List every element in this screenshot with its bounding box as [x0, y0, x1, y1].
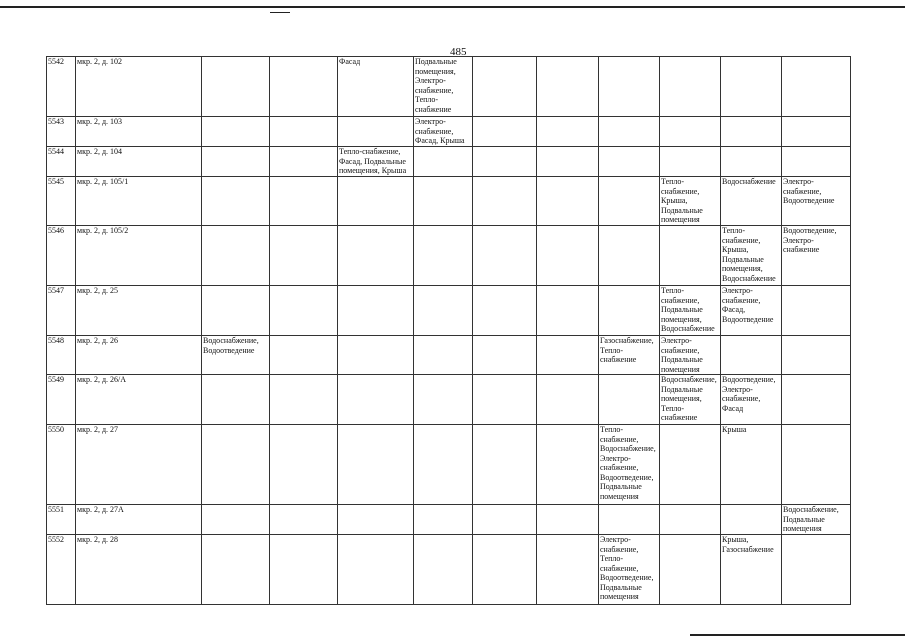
- table-cell: [599, 375, 660, 425]
- table-cell: [537, 286, 599, 336]
- table-cell: [721, 336, 782, 375]
- table-cell: [721, 117, 782, 147]
- table-cell: [270, 147, 338, 177]
- table-cell: [270, 226, 338, 286]
- table-cell: [537, 177, 599, 226]
- table-cell: [270, 286, 338, 336]
- table-cell: [202, 147, 270, 177]
- row-number: 5548: [47, 336, 76, 375]
- table-cell: [721, 57, 782, 117]
- table-row: [47, 425, 851, 505]
- table-cell: [782, 336, 851, 375]
- scan-top-line-2: [270, 12, 290, 13]
- table-cell: [599, 286, 660, 336]
- table-cell: [270, 57, 338, 117]
- table-cell: [270, 177, 338, 226]
- table-row: [47, 57, 851, 117]
- table-cell: [414, 226, 473, 286]
- table-cell: [721, 505, 782, 535]
- table-cell: Водоснабжение, Подвальные помещения: [782, 505, 851, 535]
- table-cell: [202, 505, 270, 535]
- table-cell: [414, 336, 473, 375]
- table-row: [47, 336, 851, 375]
- row-number: 5549: [47, 375, 76, 425]
- table-cell: [782, 117, 851, 147]
- table-cell: Электро- снабжение, Тепло- снабжение, Водоотведение, Подвальные помещения: [599, 535, 660, 605]
- table-cell: [782, 535, 851, 605]
- table-cell: Электро- снабжение, Подвальные помещения: [660, 336, 721, 375]
- table-cell: [473, 286, 537, 336]
- table-cell: [660, 425, 721, 505]
- table-cell: [537, 117, 599, 147]
- table-cell: [473, 375, 537, 425]
- table-cell: [537, 57, 599, 117]
- table-cell: [599, 177, 660, 226]
- table-cell: [338, 505, 414, 535]
- page-number: 485: [450, 46, 467, 58]
- row-number: 5544: [47, 147, 76, 177]
- table-cell: [660, 117, 721, 147]
- table-cell: Электро- снабжение, Фасад, Крыша: [414, 117, 473, 147]
- table-cell: [782, 57, 851, 117]
- table-cell: [660, 226, 721, 286]
- table-cell: [537, 535, 599, 605]
- table-cell: [202, 375, 270, 425]
- repair-schedule-table: [46, 56, 851, 605]
- table-cell: Электро- снабжение, Фасад, Водоотведение: [721, 286, 782, 336]
- table-cell: Крыша: [721, 425, 782, 505]
- table-cell: [414, 505, 473, 535]
- table-cell: [537, 336, 599, 375]
- row-address: мкр. 2, д. 26: [76, 336, 202, 375]
- row-address: мкр. 2, д. 26/А: [76, 375, 202, 425]
- table-cell: [338, 177, 414, 226]
- table-cell: [599, 147, 660, 177]
- table-cell: [270, 535, 338, 605]
- scan-top-line: [0, 6, 905, 8]
- table-cell: [473, 117, 537, 147]
- table-cell: [721, 147, 782, 177]
- table-cell: [414, 147, 473, 177]
- row-number: 5551: [47, 505, 76, 535]
- table-cell: Тепло- снабжение, Крыша, Подвальные помещения, Водоснабжение: [721, 226, 782, 286]
- table-row: [47, 147, 851, 177]
- row-number: 5545: [47, 177, 76, 226]
- table-cell: [338, 117, 414, 147]
- row-number: 5542: [47, 57, 76, 117]
- table-cell: [338, 286, 414, 336]
- table-cell: [782, 147, 851, 177]
- table-row: [47, 505, 851, 535]
- row-address: мкр. 2, д. 102: [76, 57, 202, 117]
- table-cell: [338, 336, 414, 375]
- table-cell: [270, 375, 338, 425]
- row-number: 5543: [47, 117, 76, 147]
- table-cell: Водоснабжение, Водоотведение: [202, 336, 270, 375]
- table-cell: [473, 425, 537, 505]
- table-row: [47, 286, 851, 336]
- table-cell: Подвальные помещения, Электро- снабжение, Тепло- снабжение: [414, 57, 473, 117]
- table-cell: [270, 425, 338, 505]
- table-cell: [599, 226, 660, 286]
- table-cell: [660, 147, 721, 177]
- table-cell: [414, 286, 473, 336]
- table-cell: [338, 425, 414, 505]
- table-cell: [414, 535, 473, 605]
- table-cell: Водоотведение, Электро- снабжение: [782, 226, 851, 286]
- table-cell: [338, 535, 414, 605]
- table-cell: [270, 336, 338, 375]
- table-cell: [599, 57, 660, 117]
- table-cell: [338, 226, 414, 286]
- table-cell: [414, 375, 473, 425]
- table-cell: [537, 425, 599, 505]
- table-cell: [599, 505, 660, 535]
- table-cell: [414, 177, 473, 226]
- row-number: 5547: [47, 286, 76, 336]
- scan-bottom-line: [690, 634, 905, 636]
- row-address: мкр. 2, д. 27: [76, 425, 202, 505]
- row-address: мкр. 2, д. 105/2: [76, 226, 202, 286]
- table-cell: [270, 505, 338, 535]
- row-address: мкр. 2, д. 103: [76, 117, 202, 147]
- table-cell: [537, 226, 599, 286]
- table-cell: [599, 117, 660, 147]
- row-address: мкр. 2, д. 104: [76, 147, 202, 177]
- table-cell: Тепло- снабжение, Подвальные помещения, Водоснабжение: [660, 286, 721, 336]
- table-cell: [660, 57, 721, 117]
- table-cell: [338, 375, 414, 425]
- table-cell: Водоснабжение: [721, 177, 782, 226]
- table-cell: [660, 505, 721, 535]
- table-cell: [202, 117, 270, 147]
- table-cell: [473, 336, 537, 375]
- row-address: мкр. 2, д. 105/1: [76, 177, 202, 226]
- table-cell: [473, 57, 537, 117]
- table-row: [47, 177, 851, 226]
- table-row: [47, 535, 851, 605]
- table-cell: [537, 375, 599, 425]
- table-cell: [202, 425, 270, 505]
- table-cell: Водоснабжение, Подвальные помещения, Тепло- снабжение: [660, 375, 721, 425]
- table-cell: [473, 226, 537, 286]
- table-cell: Крыша, Газоснабжение: [721, 535, 782, 605]
- row-address: мкр. 2, д. 27А: [76, 505, 202, 535]
- table-cell: [782, 425, 851, 505]
- table-cell: [414, 425, 473, 505]
- table-row: [47, 117, 851, 147]
- table-cell: [202, 57, 270, 117]
- table-cell: [537, 147, 599, 177]
- table-cell: [270, 117, 338, 147]
- row-number: 5546: [47, 226, 76, 286]
- row-address: мкр. 2, д. 28: [76, 535, 202, 605]
- table-cell: Электро- снабжение, Водоотведение: [782, 177, 851, 226]
- table-cell: [660, 535, 721, 605]
- table-row: [47, 375, 851, 425]
- table-cell: Газоснабжение, Тепло- снабжение: [599, 336, 660, 375]
- table-cell: [473, 535, 537, 605]
- table-cell: [202, 226, 270, 286]
- table-cell: Тепло- снабжение, Крыша, Подвальные помещения: [660, 177, 721, 226]
- table-row: [47, 226, 851, 286]
- table-cell: [537, 505, 599, 535]
- table-cell: Тепло- снабжение, Водоснабжение, Электро- снабжение, Водоотведение, Подвальные помещения: [599, 425, 660, 505]
- table-cell: [473, 505, 537, 535]
- row-number: 5552: [47, 535, 76, 605]
- table-cell: Тепло-снабжение, Фасад, Подвальные помещения, Крыша: [338, 147, 414, 177]
- table-cell: [782, 375, 851, 425]
- row-address: мкр. 2, д. 25: [76, 286, 202, 336]
- row-number: 5550: [47, 425, 76, 505]
- table-cell: Водоотведение, Электро- снабжение, Фасад: [721, 375, 782, 425]
- table-cell: [202, 177, 270, 226]
- table-cell: [473, 177, 537, 226]
- table-cell: [202, 286, 270, 336]
- table-cell: [473, 147, 537, 177]
- table-cell: [782, 286, 851, 336]
- table-cell: [202, 535, 270, 605]
- table-cell: Фасад: [338, 57, 414, 117]
